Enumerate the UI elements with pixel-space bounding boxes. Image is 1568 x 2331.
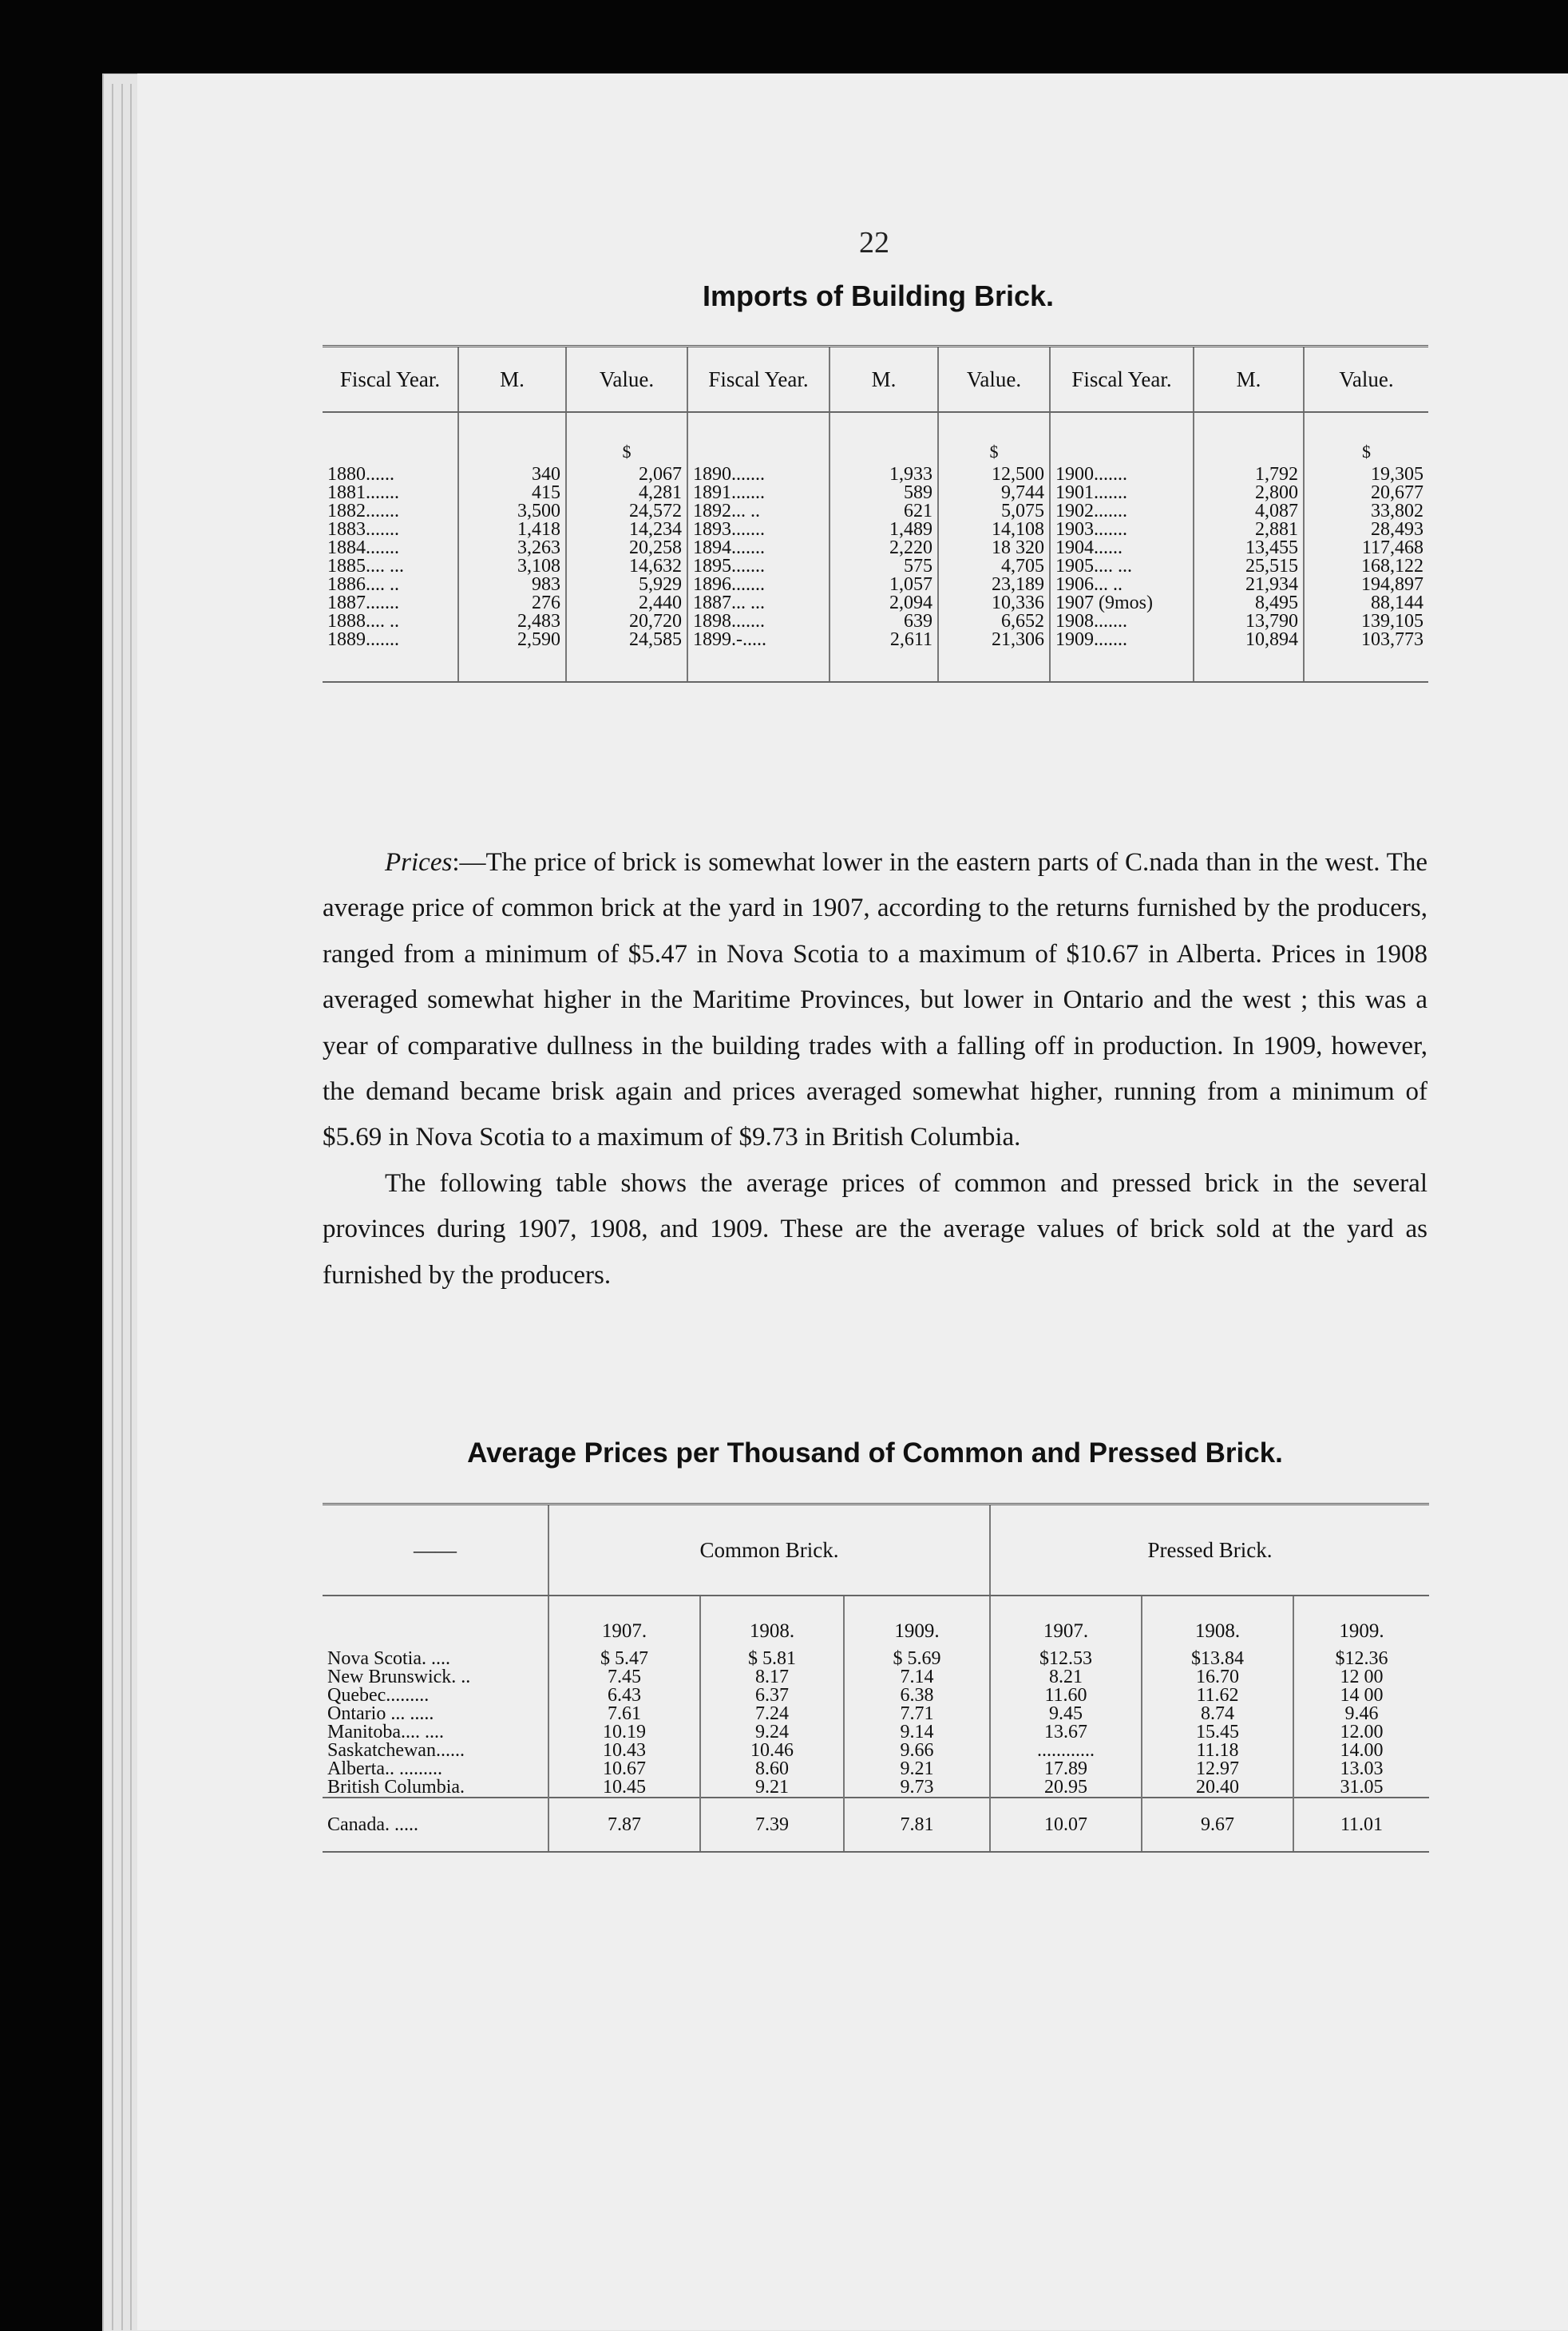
quantity-cell: 8,495 — [1194, 594, 1304, 612]
quantity-cell: 276 — [458, 594, 566, 612]
price-cell: 7.24 — [700, 1705, 844, 1723]
quantity-cell: 2,881 — [1194, 521, 1304, 539]
price-cell: 20.40 — [1142, 1778, 1293, 1798]
value-cell: 18 320 — [938, 539, 1050, 557]
price-cell: 8.60 — [700, 1760, 844, 1778]
value-cell: 24,572 — [566, 502, 687, 521]
page-number: 22 — [859, 226, 889, 260]
column-header: Fiscal Year. — [323, 347, 458, 413]
quantity-cell: 2,590 — [458, 631, 566, 682]
table-row — [323, 1643, 1429, 1668]
price-cell: 10.19 — [548, 1723, 700, 1742]
table-row — [323, 1778, 1429, 1798]
canada-total-row — [323, 1798, 1429, 1852]
province-cell: Quebec......... — [323, 1687, 548, 1705]
fiscal-year-cell: 1882....... — [323, 502, 458, 521]
group-header-common: Common Brick. — [548, 1504, 990, 1596]
price-cell: $ 5.69 — [844, 1643, 990, 1668]
price-cell: 9.14 — [844, 1723, 990, 1742]
value-cell: 14,108 — [938, 521, 1050, 539]
table-row — [323, 539, 1428, 557]
value-cell: 14,632 — [566, 557, 687, 576]
value-cell: 20,677 — [1371, 482, 1423, 503]
table-row — [323, 576, 1428, 594]
price-cell: $ 5.81 — [700, 1643, 844, 1668]
currency-row — [323, 412, 1428, 466]
price-cell: 9.45 — [990, 1705, 1142, 1723]
value-cell: 5,075 — [938, 502, 1050, 521]
year-header: 1907. — [990, 1596, 1142, 1643]
price-cell: 9.66 — [844, 1742, 990, 1760]
year-header: 1909. — [1339, 1620, 1384, 1642]
quantity-cell: 621 — [830, 502, 938, 521]
table-row — [323, 1705, 1429, 1723]
fiscal-year-cell: 1891....... — [687, 484, 830, 502]
imports-table — [323, 345, 1428, 683]
province-cell: Canada. ..... — [323, 1798, 548, 1852]
price-cell: 14 00 — [1340, 1685, 1384, 1706]
quantity-cell: 1,489 — [830, 521, 938, 539]
column-header: Value. — [1304, 347, 1428, 413]
province-cell: Saskatchewan...... — [323, 1742, 548, 1760]
quantity-cell: 589 — [830, 484, 938, 502]
price-cell: 7.45 — [548, 1668, 700, 1687]
value-cell: 194,897 — [1361, 574, 1423, 595]
price-cell: 14.00 — [1340, 1740, 1384, 1761]
currency-symbol: $ — [938, 412, 1050, 466]
column-header: M. — [1194, 347, 1304, 413]
price-cell: 10.67 — [548, 1760, 700, 1778]
column-header: Value. — [938, 347, 1050, 413]
table-row — [323, 1742, 1429, 1760]
quantity-cell: 2,800 — [1194, 484, 1304, 502]
value-cell: 4,705 — [938, 557, 1050, 576]
quantity-cell: 3,500 — [458, 502, 566, 521]
year-header: 1908. — [1142, 1596, 1293, 1643]
fiscal-year-cell: 1900....... — [1050, 466, 1194, 484]
price-cell: 12.00 — [1340, 1722, 1384, 1742]
page-edge-line — [130, 84, 132, 2330]
price-cell: $13.84 — [1142, 1643, 1293, 1668]
price-cell: 7.61 — [548, 1705, 700, 1723]
fiscal-year-cell: 1899.-..... — [687, 631, 830, 682]
price-cell: 31.05 — [1340, 1777, 1384, 1798]
column-header: Fiscal Year. — [687, 347, 830, 413]
table-row — [323, 1668, 1429, 1687]
quantity-cell: 639 — [830, 612, 938, 631]
table-row — [323, 612, 1428, 631]
province-cell: Ontario ... ..... — [323, 1705, 548, 1723]
quantity-cell: 2,220 — [830, 539, 938, 557]
quantity-cell: 983 — [458, 576, 566, 594]
price-cell: 10.46 — [700, 1742, 844, 1760]
fiscal-year-cell: 1887....... — [323, 594, 458, 612]
paragraph-prices — [323, 840, 1427, 1161]
price-cell: 11.18 — [1142, 1742, 1293, 1760]
price-cell: 11.60 — [990, 1687, 1142, 1705]
page-edge-line — [112, 84, 113, 2330]
table-row — [323, 502, 1428, 521]
price-cell: 7.14 — [844, 1668, 990, 1687]
fiscal-year-cell: 1885.... ... — [323, 557, 458, 576]
value-cell: 4,281 — [566, 484, 687, 502]
value-cell: 10,336 — [938, 594, 1050, 612]
value-cell: 20,258 — [566, 539, 687, 557]
fiscal-year-cell: 1905.... ... — [1050, 557, 1194, 576]
value-cell: 28,493 — [1371, 519, 1423, 540]
price-cell: $12.53 — [990, 1643, 1142, 1668]
price-cell: 17.89 — [990, 1760, 1142, 1778]
value-cell: 21,306 — [938, 631, 1050, 682]
quantity-cell: 575 — [830, 557, 938, 576]
quantity-cell: 13,455 — [1194, 539, 1304, 557]
fiscal-year-cell: 1903....... — [1050, 521, 1194, 539]
fiscal-year-cell: 1901....... — [1050, 484, 1194, 502]
value-cell: 20,720 — [566, 612, 687, 631]
price-cell: 9.67 — [1142, 1798, 1293, 1852]
price-cell: 12.97 — [1142, 1760, 1293, 1778]
value-cell: 12,500 — [938, 466, 1050, 484]
fiscal-year-cell: 1894....... — [687, 539, 830, 557]
paragraph-label: Prices — [385, 848, 453, 877]
year-header: 1907. — [548, 1596, 700, 1643]
prices-year-header-row — [323, 1596, 1429, 1643]
price-cell: 9.21 — [844, 1760, 990, 1778]
fiscal-year-cell: 1895....... — [687, 557, 830, 576]
prices-group-header-row — [323, 1504, 1429, 1596]
fiscal-year-cell: 1893....... — [687, 521, 830, 539]
label-separator: :— — [452, 848, 486, 877]
stub-header: —— — [323, 1504, 548, 1596]
quantity-cell: 3,108 — [458, 557, 566, 576]
price-cell: 11.01 — [1293, 1798, 1429, 1852]
quantity-cell: 1,792 — [1194, 466, 1304, 484]
fiscal-year-cell: 1881....... — [323, 484, 458, 502]
quantity-cell: 340 — [458, 466, 566, 484]
currency-symbol: $ — [566, 412, 687, 466]
value-cell: 24,585 — [566, 631, 687, 682]
province-cell: Manitoba.... .... — [323, 1723, 548, 1742]
prices-table-title: Average Prices per Thousand of Common and Pressed Brick. — [467, 1437, 1283, 1469]
quantity-cell: 21,934 — [1194, 576, 1304, 594]
price-cell: 16.70 — [1142, 1668, 1293, 1687]
province-cell: Nova Scotia. .... — [323, 1643, 548, 1668]
table-row — [323, 1687, 1429, 1705]
price-cell: 6.37 — [700, 1687, 844, 1705]
page-edge-line — [121, 84, 123, 2330]
price-cell: 6.38 — [844, 1687, 990, 1705]
table-row — [323, 631, 1428, 682]
province-cell: Alberta.. ......... — [323, 1760, 548, 1778]
quantity-cell: 1,418 — [458, 521, 566, 539]
fiscal-year-cell: 1909....... — [1050, 631, 1194, 682]
fiscal-year-cell: 1896....... — [687, 576, 830, 594]
value-cell: 168,122 — [1361, 556, 1423, 577]
prices-table — [323, 1503, 1429, 1853]
price-cell: 13.67 — [990, 1723, 1142, 1742]
price-cell: 11.62 — [1142, 1687, 1293, 1705]
currency-symbol: $ — [1362, 442, 1371, 462]
quantity-cell: 415 — [458, 484, 566, 502]
paragraph-table-intro: The following table shows the average prices of common and pressed brick in the several provinces during 1907, 1908, and 1909. These are the average values of brick sold at the yard as furnished by the producers. — [323, 1168, 1427, 1290]
price-cell: 13.03 — [1340, 1758, 1384, 1779]
price-cell: $12.36 — [1335, 1648, 1388, 1669]
fiscal-year-cell: 1884....... — [323, 539, 458, 557]
fiscal-year-cell: 1892... .. — [687, 502, 830, 521]
table-row — [323, 1760, 1429, 1778]
price-cell: 15.45 — [1142, 1723, 1293, 1742]
value-cell: 23,189 — [938, 576, 1050, 594]
fiscal-year-cell: 1889....... — [323, 631, 458, 682]
price-cell: 20.95 — [990, 1778, 1142, 1798]
value-cell: 33,802 — [1371, 501, 1423, 521]
quantity-cell: 2,611 — [830, 631, 938, 682]
value-cell: 9,744 — [938, 484, 1050, 502]
quantity-cell: 4,087 — [1194, 502, 1304, 521]
year-header: 1909. — [844, 1596, 990, 1643]
quantity-cell: 3,263 — [458, 539, 566, 557]
quantity-cell: 2,483 — [458, 612, 566, 631]
price-cell: 7.87 — [548, 1798, 700, 1852]
column-header: M. — [458, 347, 566, 413]
price-cell: $ 5.47 — [548, 1643, 700, 1668]
table-row — [323, 594, 1428, 612]
province-cell: British Columbia. — [323, 1778, 548, 1798]
table-row — [323, 484, 1428, 502]
price-cell: 7.39 — [700, 1798, 844, 1852]
price-cell: ............ — [990, 1742, 1142, 1760]
quantity-cell: 1,933 — [830, 466, 938, 484]
table-row — [323, 466, 1428, 484]
year-header: 1908. — [700, 1596, 844, 1643]
fiscal-year-cell: 1906... .. — [1050, 576, 1194, 594]
value-cell: 103,773 — [1304, 631, 1428, 682]
column-header: Value. — [566, 347, 687, 413]
price-cell: 7.81 — [844, 1798, 990, 1852]
paragraph-text: The price of brick is somewhat lower in the eastern parts of C.nada than in the west. The average price of common brick at the yard in 1907, according to the returns furnished by the producers, ranged from a minimum of $5.47 in Nova Scotia to a maximum of $10.67 in Alberta. Prices in 1908 averaged somewhat higher in the Maritime Provinces, but lower in Ontario and the west ; this was a year of comparative dullness in the building trades with a falling off in production. In 1909, however, the demand became brisk again and prices averaged somewhat higher, running from a minimum of $5.69 in Nova Scotia to a maximum of $9.73 in British Columbia. — [323, 848, 1427, 1152]
fiscal-year-cell: 1907 (9mos) — [1050, 594, 1194, 612]
fiscal-year-cell: 1890....... — [687, 466, 830, 484]
group-header-pressed: Pressed Brick. — [990, 1504, 1429, 1596]
value-cell: 19,305 — [1371, 464, 1423, 485]
imports-table-title: Imports of Building Brick. — [702, 279, 1054, 312]
fiscal-year-cell: 1880...... — [323, 466, 458, 484]
column-header: M. — [830, 347, 938, 413]
price-cell: 9.21 — [700, 1778, 844, 1798]
table-row — [323, 1723, 1429, 1742]
value-cell: 117,468 — [1361, 537, 1423, 558]
fiscal-year-cell: 1902....... — [1050, 502, 1194, 521]
column-header: Fiscal Year. — [1050, 347, 1194, 413]
value-cell: 5,929 — [566, 576, 687, 594]
imports-header-row — [323, 347, 1428, 413]
price-cell: 7.71 — [844, 1705, 990, 1723]
price-cell: 9.73 — [844, 1778, 990, 1798]
quantity-cell: 25,515 — [1194, 557, 1304, 576]
table-row — [323, 557, 1428, 576]
price-cell: 10.43 — [548, 1742, 700, 1760]
price-cell: 8.17 — [700, 1668, 844, 1687]
province-cell: New Brunswick. .. — [323, 1668, 548, 1687]
fiscal-year-cell: 1904...... — [1050, 539, 1194, 557]
price-cell: 12 00 — [1340, 1667, 1384, 1687]
price-cell: 10.07 — [990, 1798, 1142, 1852]
price-cell: 9.24 — [700, 1723, 844, 1742]
quantity-cell: 2,094 — [830, 594, 938, 612]
fiscal-year-cell: 1886.... .. — [323, 576, 458, 594]
body-text — [323, 840, 1427, 1298]
value-cell: 88,144 — [1371, 593, 1423, 613]
fiscal-year-cell: 1898....... — [687, 612, 830, 631]
price-cell: 8.21 — [990, 1668, 1142, 1687]
value-cell: 2,440 — [566, 594, 687, 612]
fiscal-year-cell: 1887... ... — [687, 594, 830, 612]
value-cell: 2,067 — [566, 466, 687, 484]
quantity-cell: 10,894 — [1194, 631, 1304, 682]
price-cell: 9.46 — [1344, 1703, 1379, 1724]
quantity-cell: 13,790 — [1194, 612, 1304, 631]
value-cell: 14,234 — [566, 521, 687, 539]
fiscal-year-cell: 1908....... — [1050, 612, 1194, 631]
price-cell: 8.74 — [1142, 1705, 1293, 1723]
fiscal-year-cell: 1888.... .. — [323, 612, 458, 631]
price-cell: 10.45 — [548, 1778, 700, 1798]
price-cell: 6.43 — [548, 1687, 700, 1705]
table-row — [323, 521, 1428, 539]
fiscal-year-cell: 1883....... — [323, 521, 458, 539]
value-cell: 139,105 — [1361, 611, 1423, 632]
value-cell: 6,652 — [938, 612, 1050, 631]
quantity-cell: 1,057 — [830, 576, 938, 594]
